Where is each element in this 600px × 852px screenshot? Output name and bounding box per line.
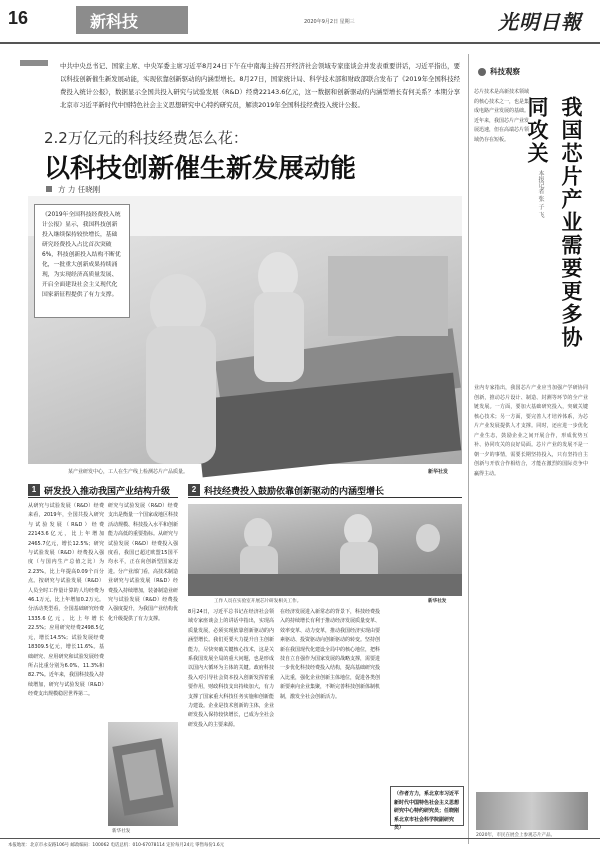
article-column-2: 研究与试验发展（R&D）经费支出是衡量一个国家或地区科技活动规模、科技投入水平和创新能力高低的重要指标。从研究与试验发展（R&D）经费投入强度看，我国已超过欧盟15国平均水平，正在向创新型国家迈进。分产业部门看，高技术制造业研究与试验发展（R&D）经费投入持续增加，装备制造业研究与试验发展（R&D）经费投入强度提升，为我国产业结构优化升级提供了有力支撑。 [108, 503, 179, 622]
subhead-2 [188, 484, 462, 498]
subhead-title: 研发投入推动我国产业结构升级 [44, 487, 171, 497]
photo-credit: 新华社发 [428, 469, 449, 475]
page-footer: 本报地址：北京市永安路106号 邮政编码：100062 电话总机：010-67078114 定价每月24元 零售每份1.6元 [0, 838, 600, 851]
lab-photo-illustration [188, 504, 462, 596]
side-photo [476, 792, 588, 830]
column-tag: 科技观察 [490, 67, 520, 76]
byline-icon [46, 186, 52, 192]
side-byline: 本报记者 张 子 飞 [537, 170, 544, 218]
subhead-1 [28, 484, 178, 498]
photo-caption: 某产业研发中心，工人在生产线上检测芯片产品质量。 [68, 469, 189, 475]
subhead-number: 1 [28, 484, 40, 496]
article-summary-box: 《2019年全国科技经费投入统计公报》显示，我国科技创新投入继续保持较快增长，基础研究经费投入占比首次突破6%，科技创新投入结构不断优化，一批重大创新成果持续涌现，为实现经济高质量发展、开启全面建设社会主义现代化国家新征程提供了有力支撑。 [34, 204, 130, 318]
inset-photo-caption: 新华社发 [112, 829, 131, 834]
article-column-1: 从研究与试验发展（R&D）经费来看，2019年，全国共投入研究与试验发展（R&D）经费22143.6亿元，比上年增加2465.7亿元，增长12.5%；研究与试验发展（R&D）经费投入强度（与国内生产总值之比）为2.23%，比上年提高0.09个百分点。按研究与试验发展（R&D）人员全时工作量计算的人均经费为46.1万元，比上年增加0.2万元。分活动类型看，全国基础研究经费1335.6亿元，比上年增长22.5%；应用研究经费2498.5亿元，增长14.5%；试验发展经费18309.5亿元，增长11.6%。基础研究、应用研究和试验发展经费所占比重分别为6.0%、11.3%和82.7%。近年来，我国科技投入持续增加，研究与试验发展（R&D）经费支出规模稳居世界第二。 [28, 503, 104, 698]
intro-paragraph: 中共中央总书记、国家主席、中央军委主席习近平8月24日下午在中南海主持召开经济社会领域专家座谈会并发表重要讲话，习近平指出，要以科技创新催生新发展动能，实现依靠创新驱动的内涵型增长。8月27日，国家统计局、科学技术部和财政部联合发布了《2019年全国科技经费投入统计公报》，数据显示全国共投入研究与试验发展（R&D）经费22143.6亿元，这一数据和创新驱动的内涵型增长有何关系？本期分享北京市习近平新时代中国特色社会主义思想研究中心特约研究员，解读2019年全国科技经费投入统计公报。 [60, 62, 460, 109]
lab-photo-credit: 新华社发 [428, 599, 447, 604]
lab-photo [188, 504, 462, 596]
page-number: 16 [8, 8, 29, 28]
article-column-3: 8月24日，习近平总书记在经济社会领域专家座谈会上的讲话中指出，实现高质量发展，必须实现依靠创新驱动的内涵型增长。我们更要大力提升自主创新能力，尽快突破关键核心技术，这是关系我国发展全局的重大问题，也是形成以国内大循环为主体的关键。政府科技投入对引导社会资本投入创新发挥着重要作用，财政科技支出持续加大，有力支撑了国家重大科技任务实施和创新能力建设。企业是技术创新的主体，企业研发投入保持较快增长，已成为全社会研发投入的主要来源。 [188, 609, 274, 728]
article-kicker: 2.2万亿元的科技经费怎么花： [44, 129, 248, 147]
section-name: 新科技 [90, 12, 139, 31]
author-note-box: （作者方力，系北京市习近平新时代中国特色社会主义思想研究中心特约研究员；任晓刚系北京市社会科学院副研究员） [390, 786, 464, 826]
article-byline: 方 力 任晓刚 [58, 185, 101, 194]
subhead-title: 科技经费投入鼓励依靠创新驱动的内涵型增长 [204, 487, 385, 497]
inset-photo [108, 722, 178, 826]
masthead-logo: 光明日報 [498, 10, 582, 34]
page-header [0, 0, 600, 44]
lab-photo-caption: 工作人员在实验室开展芯片研发相关工作。 [214, 599, 302, 604]
inset-photo-illustration [108, 722, 178, 826]
side-photo-caption: 2020年，市民在展会上参观芯片产品。 [476, 833, 555, 838]
subhead-number: 2 [188, 484, 200, 496]
side-body: 业内专家指出，我国芯片产业应当加强产学研协同创新，推动芯片设计、制造、封测等环节的全产业链发展。一方面，要加大基础研究投入，突破关键核心技术；另一方面，要完善人才培养体系，为芯片产业发展提供人才支撑。同时，还应进一步优化产业生态，鼓励企业之间开展合作，形成优势互补、协同攻关的良好局面。芯片产业的发展不是一朝一夕的事情，需要长期坚持投入，只有坚持自主创新与开放合作相结合，才能在激烈的国际竞争中赢得主动。 [474, 385, 588, 477]
side-lead: 芯片技术是高新技术领域的核心技术之一，也是集成电路产业发展的基础。近年来，我国芯片产业发展迅速，但在高端芯片领域仍存在短板。 [474, 89, 530, 143]
side-headline: 我国芯片产业需要更多协同攻关 [525, 96, 583, 349]
column-tag-icon [478, 68, 486, 76]
intro-rule [20, 60, 48, 66]
article-headline: 以科技创新催生新发展动能 [44, 154, 357, 184]
article-column-4: 在经济发展进入新常态的背景下，科技经费投入的持续增长有利于推动经济发展质量变革、效率变革、动力变革，推动我国经济实现由要素驱动、投资驱动向创新驱动的转变。坚持创新在我国现代化建设全局中的核心地位，把科技自立自强作为国家发展的战略支撑，需要进一步优化科技经费投入结构，提高基础研究投入比重，强化企业创新主体地位，促进各类创新要素向企业集聚，不断完善科技创新体制机制，激发全社会创新活力。 [280, 609, 381, 700]
header-meta: 2020年9月2日 星期三 [304, 19, 355, 25]
